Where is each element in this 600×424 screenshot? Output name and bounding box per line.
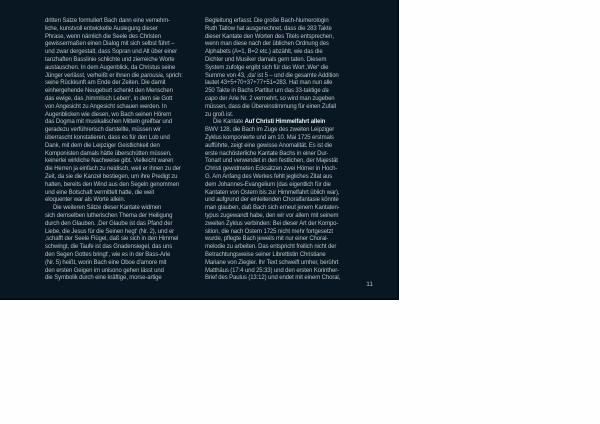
text-segment: halten, bereits den Wind aus den Segeln genommen xyxy=(45,181,179,188)
text-segment: erste nachösterliche Kantate Bachs in einer Dur- xyxy=(205,150,329,157)
text-segment: überrascht konstatieren, dass es für den Lob und xyxy=(45,134,170,141)
text-line xyxy=(45,143,197,151)
text-line xyxy=(45,213,197,221)
text-line xyxy=(45,182,197,190)
text-segment: dieser Kantate den Worten des Titels entsprechen, xyxy=(205,33,334,40)
text-segment: Christi gewidmeten Ecksätzen zwei Hörner in Hoch- xyxy=(205,166,338,173)
text-segment: Matthäus (17:4 und 25:33) und den ersten Korinther- xyxy=(205,267,339,274)
text-segment: der Arie Nr. 2 vermehrt, so wird man zugeben xyxy=(217,95,335,102)
text-segment: sition, die nach Ostern 1725 nicht mehr fortgesetzt xyxy=(205,228,333,235)
text-line xyxy=(45,268,197,276)
text-line xyxy=(45,57,197,65)
text-segment: Die Kantate xyxy=(213,119,245,126)
text-line xyxy=(205,158,361,166)
text-line xyxy=(45,104,197,112)
text-segment: und zwar dergestalt, dass Sopran und Alt über einer xyxy=(45,49,177,56)
text-line xyxy=(45,260,197,268)
text-line xyxy=(205,34,361,42)
text-segment: von Angesicht zu Angesicht schauen werden. In xyxy=(45,103,167,110)
text-segment: BWV 128, die Bach im Zuge des zweiten Leipziger xyxy=(205,127,335,134)
text-segment: Komponisten damals hätte überschütten müssen, xyxy=(45,150,172,157)
text-segment: ‚schafft der Seele Flügel, daß sie sich in den Himmel xyxy=(45,236,179,243)
text-line xyxy=(205,112,361,120)
text-segment: Mariane von Ziegler. Ihr Text schweift umher, berührt xyxy=(205,259,339,266)
text-segment: den Segen Gottes bringt‘, wie es in der Bass-Arie xyxy=(45,251,171,258)
text-segment: Die weiteren Sätze dieser Kantate widmen xyxy=(53,205,162,212)
text-line xyxy=(205,88,361,96)
text-segment: Betrachtungsweise seiner Librettistin Christiane xyxy=(205,251,326,258)
text-segment: schwingt, die Taufe ist das Gnadensiegel, das uns xyxy=(45,244,173,251)
text-segment: Brief des Paulus (13:12) und endet mit einem Choral, xyxy=(205,275,341,282)
text-line xyxy=(45,221,197,229)
text-segment: die Symbolik durch eine kräftige, morse-artige xyxy=(45,275,162,282)
text-line xyxy=(205,49,361,57)
text-line xyxy=(45,158,197,166)
text-line xyxy=(205,135,361,143)
text-line xyxy=(45,80,197,88)
text-line xyxy=(45,49,197,57)
text-line xyxy=(45,275,197,283)
text-segment: G. Am Anfang des Werkes fehlt jegliches Zitat aus xyxy=(205,173,333,180)
text-line xyxy=(45,73,197,81)
text-line xyxy=(205,197,361,205)
text-segment: lautet 43+5+70+37+77+51=283. Hat man nun alle xyxy=(205,80,333,87)
text-line xyxy=(205,213,361,221)
text-segment: austauschen. In dem Augenblick, da Christus seine xyxy=(45,64,176,71)
text-segment: aufführte, zeigt eine gewisse Anomalität. Es ist die xyxy=(205,142,333,149)
text-line xyxy=(205,268,361,276)
text-segment: und aufgrund der einleitenden Choralfantasie könnte xyxy=(205,197,339,204)
text-line xyxy=(45,166,197,174)
text-line xyxy=(205,182,361,190)
text-line xyxy=(45,244,197,252)
text-line xyxy=(45,119,197,127)
text-line xyxy=(45,205,197,213)
text-segment: tanzhaften Basslinie schlichte und zierreiche Worte xyxy=(45,56,175,63)
text-segment: , sprich: xyxy=(162,72,183,79)
text-line xyxy=(45,190,197,198)
text-line xyxy=(205,104,361,112)
text-line xyxy=(205,151,361,159)
text-segment: geradezu verführerisch darstellte, müssen wir xyxy=(45,127,161,134)
text-segment: typus zugewandt habe, den wir vor allem mit seinem xyxy=(205,212,339,219)
text-segment: eloquenter war als Worte allein. xyxy=(45,197,126,204)
text-segment: Ruth Tatlow hat ausgerechnet, dass die 283 Takte xyxy=(205,25,332,32)
text-segment: System zufolge ergibt sich für das Wort ‚Wer‘ die xyxy=(205,64,329,71)
text-line xyxy=(205,65,361,73)
text-line xyxy=(205,143,361,151)
text-segment: den ersten Geigen im unisono gehen lässt und xyxy=(45,267,164,274)
italic-text-segment: da xyxy=(322,88,329,95)
text-segment: Summe von 43, ‚da‘ ist 5 – und die gesamte Addition xyxy=(205,72,339,79)
text-segment: liche, kunstvoll entwickelte Auslegung dieser xyxy=(45,25,158,32)
text-line xyxy=(45,96,197,104)
text-column-right xyxy=(205,18,361,283)
text-line xyxy=(45,88,197,96)
text-segment: müssen, dass die Übereinstimmung für einen Zufall xyxy=(205,103,336,110)
text-segment: die Herren ja einfach zu neidisch, weil er ihnen zu der xyxy=(45,166,181,173)
text-segment: dem Johannes-Evangelium (das eigentlich für die xyxy=(205,181,331,188)
text-line xyxy=(45,65,197,73)
text-line xyxy=(45,127,197,135)
text-segment: Jünger verlässt, verheißt er ihnen die xyxy=(45,72,141,79)
text-line xyxy=(205,252,361,260)
text-segment: Zeit, da sie die Kanzel bestiegen, um ihre Predigt zu xyxy=(45,173,178,180)
text-segment: durch den Glauben. ‚Der Glaube ist das Pfand der xyxy=(45,220,173,227)
text-segment: das Dogma mit musikalischen Mitteln greifbar und xyxy=(45,119,172,126)
text-segment: das ewige, das ‚himmlisch Leben‘, in dem sie Gott xyxy=(45,95,173,102)
text-segment: man glauben, daß Bach sich erneut jenem Kantaten- xyxy=(205,205,340,212)
text-segment: Kantaten von Ostern bis zur Himmelfahrt üblich war), xyxy=(205,189,340,196)
text-segment: Alphabets (A=1, B=2 etc.) abzählt, wie das die xyxy=(205,49,323,56)
text-segment: wurde, pflegte Bach jeweils mit nur einer Choral- xyxy=(205,236,329,243)
text-segment: sich demselben lutherischen Thema der Heiligung xyxy=(45,212,173,219)
text-line xyxy=(45,18,197,26)
text-segment: zweiten Zyklus verbinden: Bei dieser Art der Kompo- xyxy=(205,220,339,227)
text-line xyxy=(45,112,197,120)
bold-text-segment: Auf Christi Himmelfahrt allein xyxy=(244,119,326,126)
text-segment: einhergehende Neugeburt schenkt den Menschen xyxy=(45,88,173,95)
italic-text-segment: capo xyxy=(205,95,218,102)
text-line xyxy=(45,236,197,244)
text-line xyxy=(205,127,361,135)
text-line xyxy=(205,26,361,34)
booklet-page xyxy=(0,0,399,300)
text-segment: gewissermaßen einen Dialog mit sich selbst führt – xyxy=(45,41,175,48)
text-segment: Zyklus komponierte und am 10. Mai 1725 erstmals xyxy=(205,134,334,141)
text-segment: zu groß ist. xyxy=(205,111,234,118)
text-line xyxy=(45,135,197,143)
text-line xyxy=(45,34,197,42)
text-segment: Dank, mit dem die Leipziger Geistlichkeit den xyxy=(45,142,160,149)
text-segment: und eine Botschaft vermittelt hatte, die weit xyxy=(45,189,154,196)
text-line xyxy=(205,73,361,81)
text-line xyxy=(205,96,361,104)
text-segment: wenn man diese nach der üblichen Ordnung des xyxy=(205,41,329,48)
text-line xyxy=(45,151,197,159)
text-line xyxy=(45,41,197,49)
italic-text-segment: parousia xyxy=(140,72,163,79)
text-line xyxy=(205,236,361,244)
text-line xyxy=(45,252,197,260)
text-line xyxy=(205,57,361,65)
text-line xyxy=(205,80,361,88)
page-number: 11 xyxy=(366,281,373,288)
text-line xyxy=(45,229,197,237)
text-line xyxy=(45,197,197,205)
text-segment: Phrase, wenn nämlich die Seele des Christen xyxy=(45,33,161,40)
text-line xyxy=(205,244,361,252)
text-line xyxy=(205,260,361,268)
text-segment: Tonart und verwendet in den festlichen, der Majestät xyxy=(205,158,338,165)
text-line xyxy=(205,119,361,127)
text-column-left xyxy=(45,18,197,283)
text-line xyxy=(205,18,361,26)
text-line xyxy=(205,221,361,229)
text-line xyxy=(205,166,361,174)
text-line xyxy=(205,275,361,283)
text-segment: Dichter und Musiker damals gern taten. Diesem xyxy=(205,56,327,63)
text-segment: dritten Satze formuliert Bach dann eine vernehm- xyxy=(45,18,170,24)
text-line xyxy=(205,174,361,182)
text-segment: melodie zu arbeiten. Das entspricht freilich nicht der xyxy=(205,244,337,251)
text-segment: Liebe, die Jesus für die Seinen hegt‘ (Nr. 2), und er xyxy=(45,228,175,235)
text-line xyxy=(205,41,361,49)
text-segment: (Nr. 5) heißt, worin Bach eine Oboe d'amore mit xyxy=(45,259,167,266)
text-line xyxy=(45,26,197,34)
text-line xyxy=(205,229,361,237)
text-segment: 250 Takte in Bachs Partitur um das 33-taktige xyxy=(205,88,323,95)
text-segment: seine Rückkunft am Ende der Zeiten. Die damit xyxy=(45,80,166,87)
text-line xyxy=(205,190,361,198)
text-segment: keinerlei wirkliche Nachweise gibt. Vielleicht waren xyxy=(45,158,174,165)
text-segment: Augenblicken wie diesen, wo Bach seinen Hörern xyxy=(45,111,172,118)
text-line xyxy=(45,174,197,182)
text-segment: Begleitung erfasst. Die große Bach-Numerologin xyxy=(205,18,329,24)
text-line xyxy=(205,205,361,213)
